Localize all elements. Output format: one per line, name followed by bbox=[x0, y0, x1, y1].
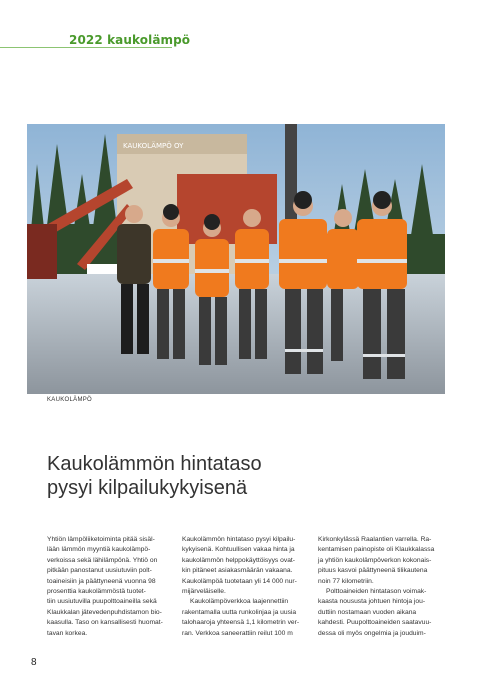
text-line: ran. Verkkoa saneerattiin reilut 100 m bbox=[182, 629, 293, 637]
group-photo bbox=[27, 124, 445, 394]
photo-illustration bbox=[27, 124, 445, 394]
text-line: Kaukolämpöä tuotetaan yli 14 000 nur- bbox=[182, 577, 297, 585]
page-number: 8 bbox=[31, 657, 37, 668]
text-line: Klaukkalan jätevedenpuhdistamon bio- bbox=[47, 608, 162, 616]
text-line: Kaukolämmön hintataso pysyi kilpailu- bbox=[182, 536, 296, 543]
building-sign: KAUKOLÄMPÖ OY bbox=[123, 142, 184, 150]
header-divider bbox=[0, 47, 172, 48]
text-line: verkoissa sekä lähilämpönä. Yhtiö on bbox=[47, 556, 158, 564]
section-title: 2022 kaukolämpö bbox=[69, 33, 191, 47]
text-line: ja yhtiön kaukolämpöverkon kokonais- bbox=[318, 556, 432, 564]
text-line: prosenttia kaukolämmöstä tuotet- bbox=[47, 588, 146, 596]
article-title-line-1: Kaukolämmön hintataso bbox=[47, 453, 262, 475]
text-line: toaineisiin ja päättyneenä vuonna 98 bbox=[47, 577, 156, 585]
photo-caption: KAUKOLÄMPÖ bbox=[47, 397, 93, 403]
text-line: noin 77 kilometriin. bbox=[318, 577, 374, 585]
text-line: kaukolämmön helppokäyttöisyys ovat- bbox=[182, 556, 295, 564]
text-line: Polttoaineiden hintatason voimak- bbox=[326, 588, 427, 596]
text-line: mijärveläiselle. bbox=[182, 588, 226, 596]
text-line: kentamisen painopiste oli Klaukkalassa bbox=[318, 546, 435, 554]
text-line: kykyisenä. Kohtuullisen vakaa hinta ja bbox=[182, 546, 295, 554]
text-line: tiin uusiutuvilla puupolttoaineilla sekä bbox=[47, 598, 157, 606]
text-line: Kirkonkylässä Raalantien varrella. Ra- bbox=[318, 536, 432, 543]
text-line: tavan korkea. bbox=[47, 629, 88, 637]
text-line: lään lämmön myyntiä kaukolämpö- bbox=[47, 546, 151, 554]
article-title bbox=[47, 452, 367, 500]
article-column-3 bbox=[318, 535, 444, 639]
article-column-1 bbox=[47, 535, 173, 639]
text-line: pituus kasvoi päättyneenä tilikautena bbox=[318, 567, 428, 575]
text-line: Kaukolämpöverkkoa laajennettiin bbox=[190, 598, 289, 606]
text-line: pitkään panostanut uusiutuviin polt- bbox=[47, 567, 152, 575]
text-line: dessa oli myös ongelmia ja jouduim- bbox=[318, 629, 426, 637]
article-column-2 bbox=[182, 535, 308, 639]
text-line: talohaaroja yhteensä 1,1 kilometrin ver- bbox=[182, 619, 300, 627]
text-line: kaasulla. Taso on kansallisesti huomat- bbox=[47, 619, 163, 627]
text-line: kin pitäneet asiakasmäärän vakaana. bbox=[182, 567, 293, 575]
text-line: duttiin nostamaan vuoden aikana bbox=[318, 608, 417, 616]
text-line: rakentamalla uutta runkolinjaa ja uusia bbox=[182, 608, 297, 616]
ground bbox=[27, 274, 445, 394]
text-line: Yhtiön lämpöliiketoiminta pitää sisäl- bbox=[47, 536, 155, 543]
article-title-line-2: pysyi kilpailukykyisenä bbox=[47, 477, 248, 499]
text-line: kaasta noususta johtuen hintoja jou- bbox=[318, 598, 426, 606]
text-line: kahdesti. Puupolttoaineiden saatavuu- bbox=[318, 619, 432, 627]
